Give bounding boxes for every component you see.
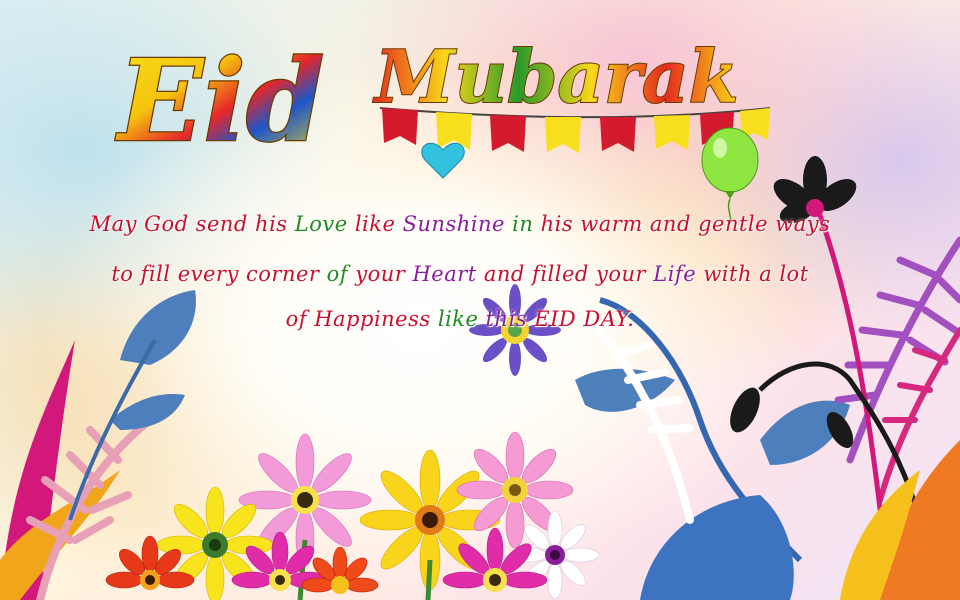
message-segment: in	[505, 212, 541, 236]
message-segment: with a lot	[696, 262, 809, 286]
title-layer	[0, 0, 960, 200]
message-segment: and filled your	[476, 262, 654, 286]
message-segment: this	[485, 307, 528, 331]
message-segment: to fill every corner	[111, 262, 327, 286]
title-eid: Eid	[118, 36, 325, 167]
message-line-3	[60, 307, 860, 331]
message-segment: Life	[653, 262, 697, 286]
message-segment: of	[285, 307, 315, 331]
title-mubarak: Mubarak	[375, 34, 739, 119]
message-line-1	[60, 212, 860, 236]
message-segment: your	[348, 262, 413, 286]
message-segment: Sunshine	[402, 212, 505, 236]
message-segment: Love	[294, 212, 348, 236]
message-segment: like	[430, 307, 486, 331]
message-segment: May God send his	[89, 212, 295, 236]
message-segment: EID DAY.	[527, 307, 635, 331]
message-segment: like	[347, 212, 403, 236]
flower-stem	[428, 560, 430, 600]
message-segment: Happiness	[314, 307, 431, 331]
message-segment: of	[326, 262, 349, 286]
message-segment: his warm and gentle ways	[540, 212, 831, 236]
message-segment: Heart	[412, 262, 477, 286]
message-line-2	[60, 262, 860, 286]
